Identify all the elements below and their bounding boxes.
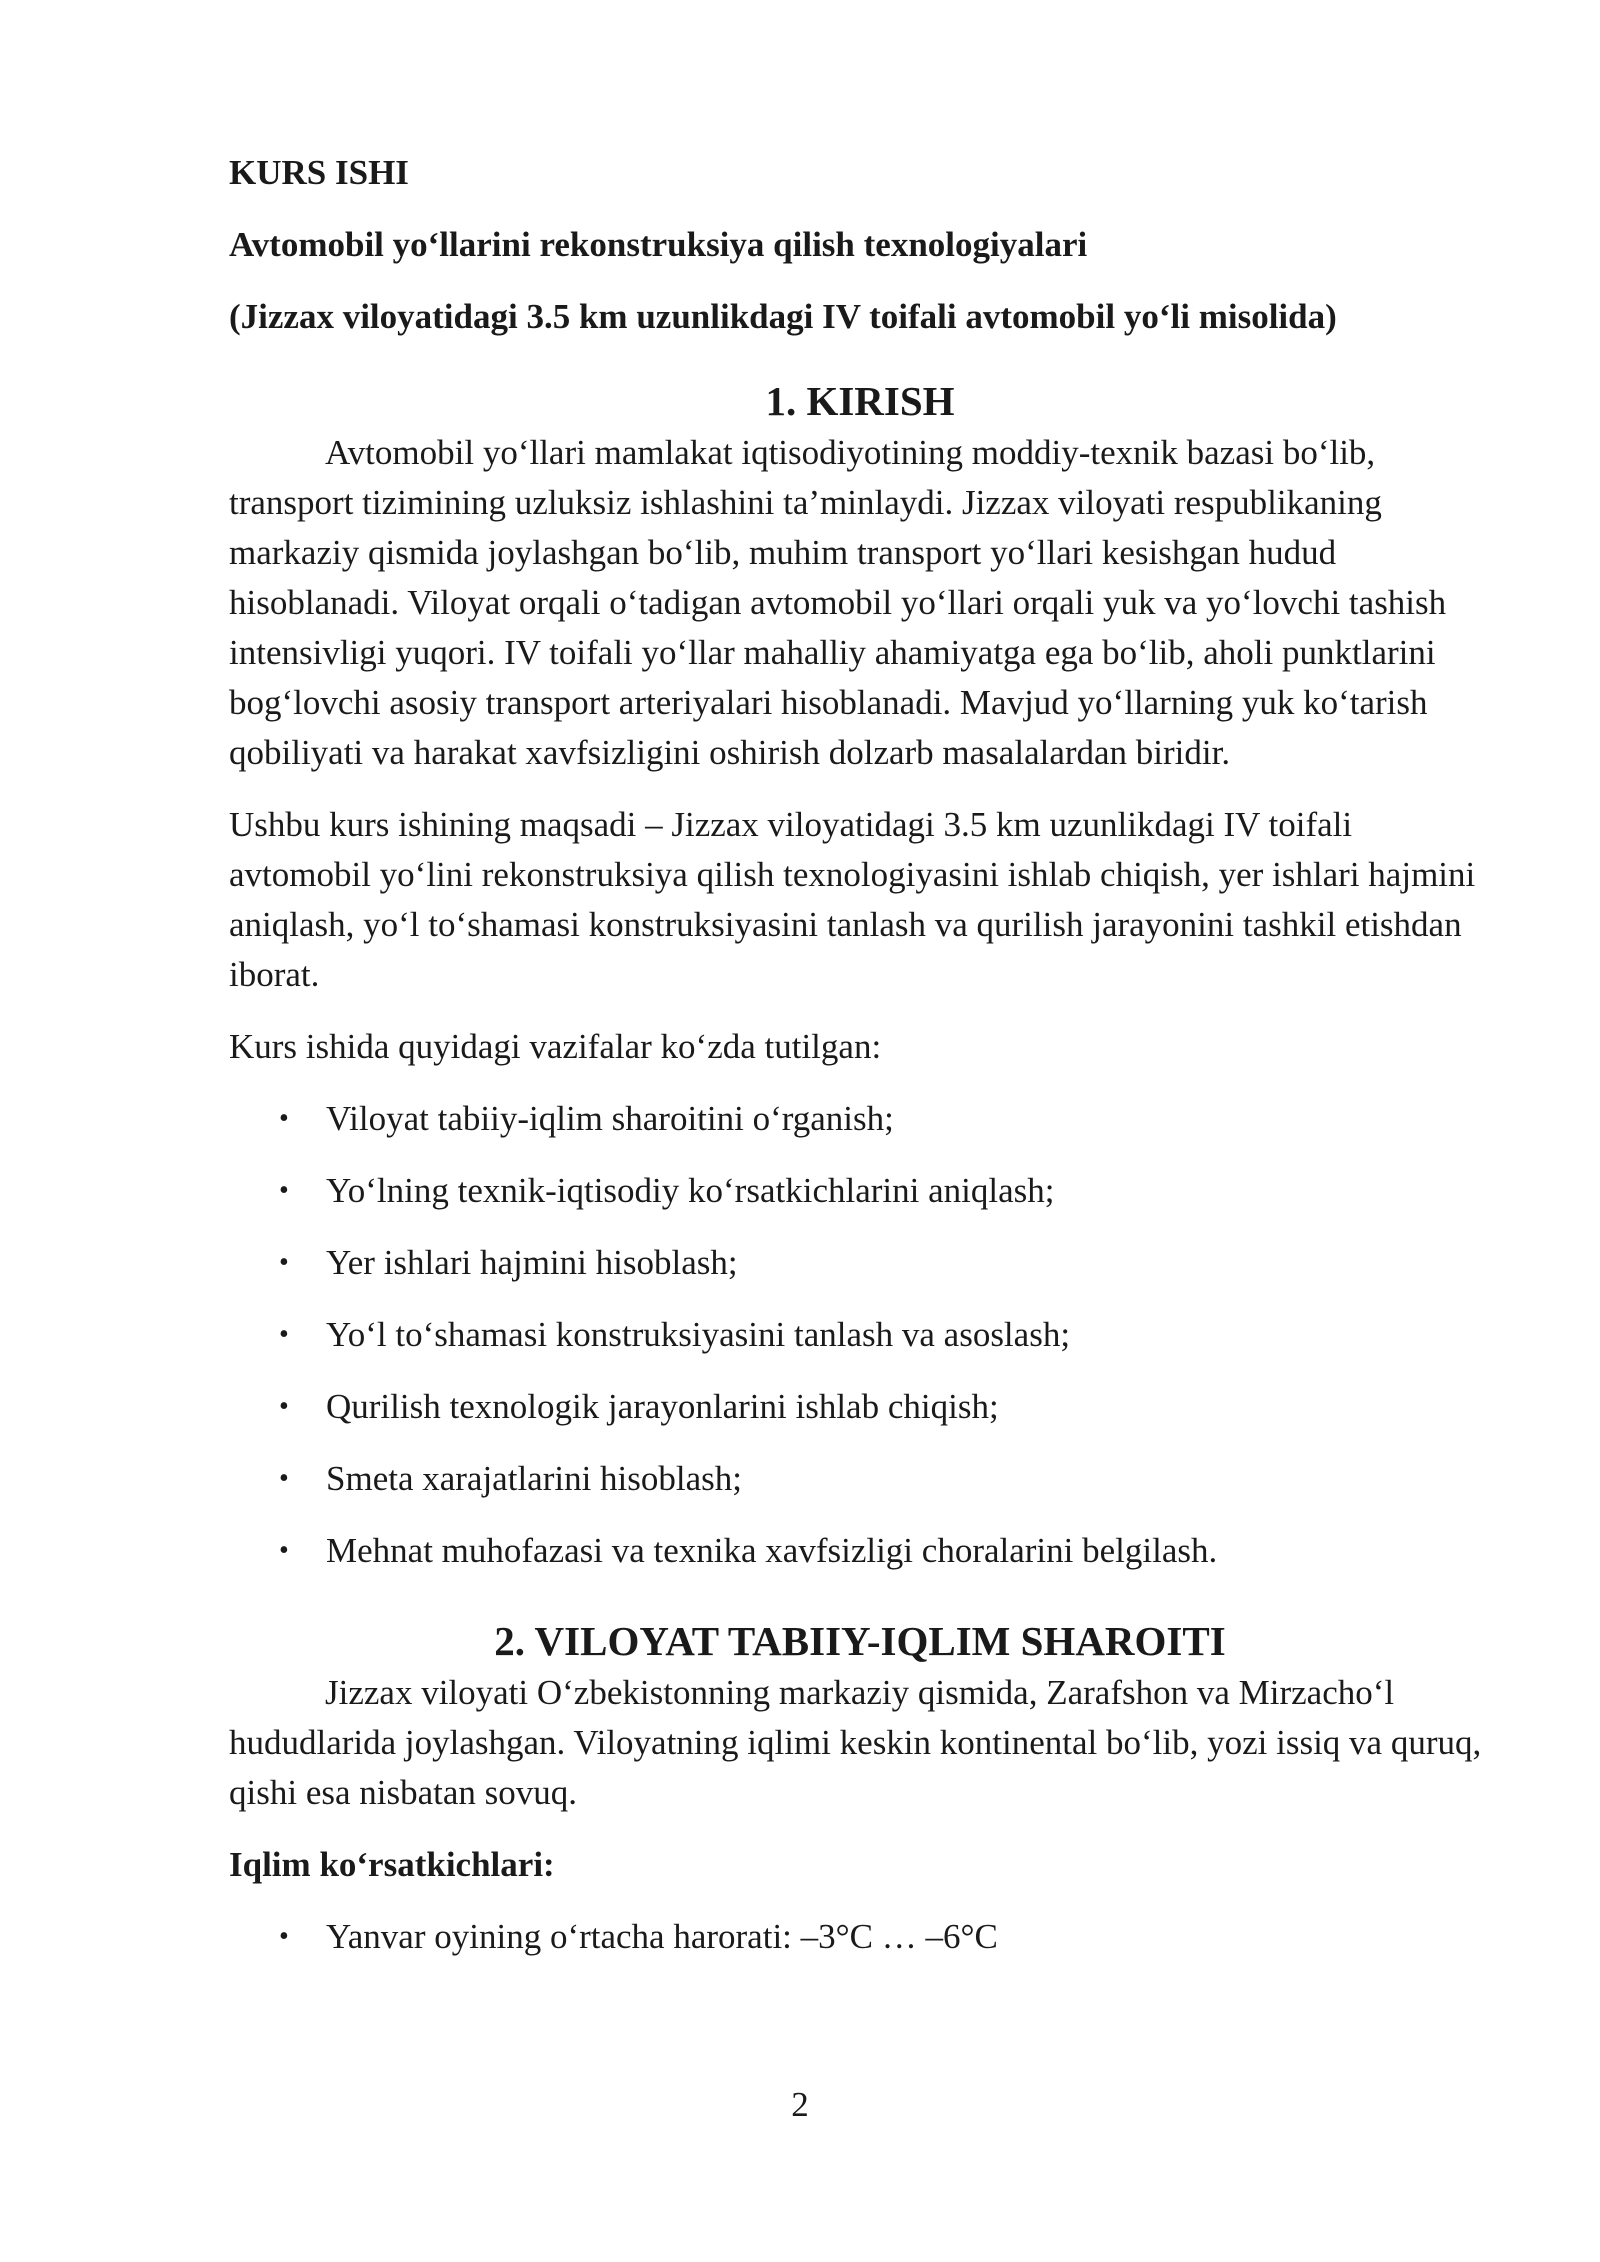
climate-list bbox=[229, 1912, 1491, 1962]
list-item-text: Yo‘l to‘shamasi konstruksiyasini tanlash va asoslash; bbox=[326, 1315, 1071, 1354]
document-title: Avtomobil yo‘llarini rekonstruksiya qilish texnologiyalari bbox=[229, 225, 1088, 264]
section-2-paragraph-1: Jizzax viloyati O‘zbekistonning markaziy qismida, Zarafshon va Mirzacho‘l hududlarida joylashgan. Viloyatning iqlimi keskin kontinental bo‘lib, yozi issiq va quruq, qishi esa nisbatan sovuq. bbox=[229, 1673, 1482, 1812]
bullet-icon: • bbox=[279, 1103, 289, 1134]
section-1-paragraph-2: Ushbu kurs ishining maqsadi – Jizzax viloyatidagi 3.5 km uzunlikdagi IV toifali avtomobil yo‘lini rekonstruksiya qilish texnologiyasini ishlab chiqish, yer ishlari hajmini aniqlash, yo‘l to‘shamasi konstruksiyasini tanlash va qurilish jarayonini tashkil etishdan iborat. bbox=[229, 805, 1476, 994]
list-item bbox=[229, 1912, 1491, 1962]
list-item-text: Qurilish texnologik jarayonlarini ishlab chiqish; bbox=[326, 1387, 999, 1426]
section-1-paragraph-1: Avtomobil yo‘llari mamlakat iqtisodiyotining moddiy-texnik bazasi bo‘lib, transport tizimining uzluksiz ishlashini ta’minlaydi. Jizzax viloyati respublikaning markaziy qismida joylashgan bo‘lib, muhim transport yo‘llari kesishgan hudud hisoblanadi. Viloyat orqali o‘tadigan avtomobil yo‘llari orqali yuk va yo‘lovchi tashish intensivligi yuqori. IV toifali yo‘llar mahalliy ahamiyatga ega bo‘lib, aholi punktlarini bog‘lovchi asosiy transport arteriyalari hisoblanadi. Mavjud yo‘llarning yuk ko‘tarish qobiliyati va harakat xavfsizligini oshirish dolzarb masalalardan biridir. bbox=[229, 433, 1447, 772]
list-item bbox=[229, 1454, 1491, 1504]
tasks-intro: Kurs ishida quyidagi vazifalar ko‘zda tutilgan: bbox=[229, 1027, 882, 1066]
list-item bbox=[229, 1094, 1491, 1144]
section-2-heading: 2. VILOYAT TABIIY-IQLIM SHAROITI bbox=[494, 1618, 1226, 1664]
document-label: KURS ISHI bbox=[229, 153, 409, 192]
list-item-text: Yanvar oyining o‘rtacha harorati: –3°C … –6°C bbox=[326, 1917, 998, 1956]
bullet-icon: • bbox=[279, 1463, 289, 1494]
list-item-text: Viloyat tabiiy-iqlim sharoitini o‘rganish; bbox=[326, 1099, 894, 1138]
climate-heading: Iqlim ko‘rsatkichlari: bbox=[229, 1845, 555, 1884]
section-1-heading: 1. KIRISH bbox=[765, 378, 955, 424]
list-item-text: Yer ishlari hajmini hisoblash; bbox=[326, 1243, 738, 1282]
bullet-icon: • bbox=[279, 1175, 289, 1206]
page-number: 2 bbox=[791, 2085, 809, 2124]
list-item-text: Yo‘lning texnik-iqtisodiy ko‘rsatkichlarini aniqlash; bbox=[326, 1171, 1055, 1210]
bullet-icon: • bbox=[279, 1921, 289, 1952]
list-item bbox=[229, 1310, 1491, 1360]
list-item bbox=[229, 1526, 1491, 1576]
list-item bbox=[229, 1382, 1491, 1432]
list-item bbox=[229, 1166, 1491, 1216]
list-item-text: Smeta xarajatlarini hisoblash; bbox=[326, 1459, 743, 1498]
document-subtitle: (Jizzax viloyatidagi 3.5 km uzunlikdagi IV toifali avtomobil yo‘li misolida) bbox=[229, 297, 1337, 336]
bullet-icon: • bbox=[279, 1247, 289, 1278]
bullet-icon: • bbox=[279, 1391, 289, 1422]
bullet-icon: • bbox=[279, 1319, 289, 1350]
tasks-list bbox=[229, 1094, 1491, 1576]
bullet-icon: • bbox=[279, 1535, 289, 1566]
list-item-text: Mehnat muhofazasi va texnika xavfsizligi choralarini belgilash. bbox=[326, 1531, 1218, 1570]
list-item bbox=[229, 1238, 1491, 1288]
page-content bbox=[229, 148, 1491, 1984]
